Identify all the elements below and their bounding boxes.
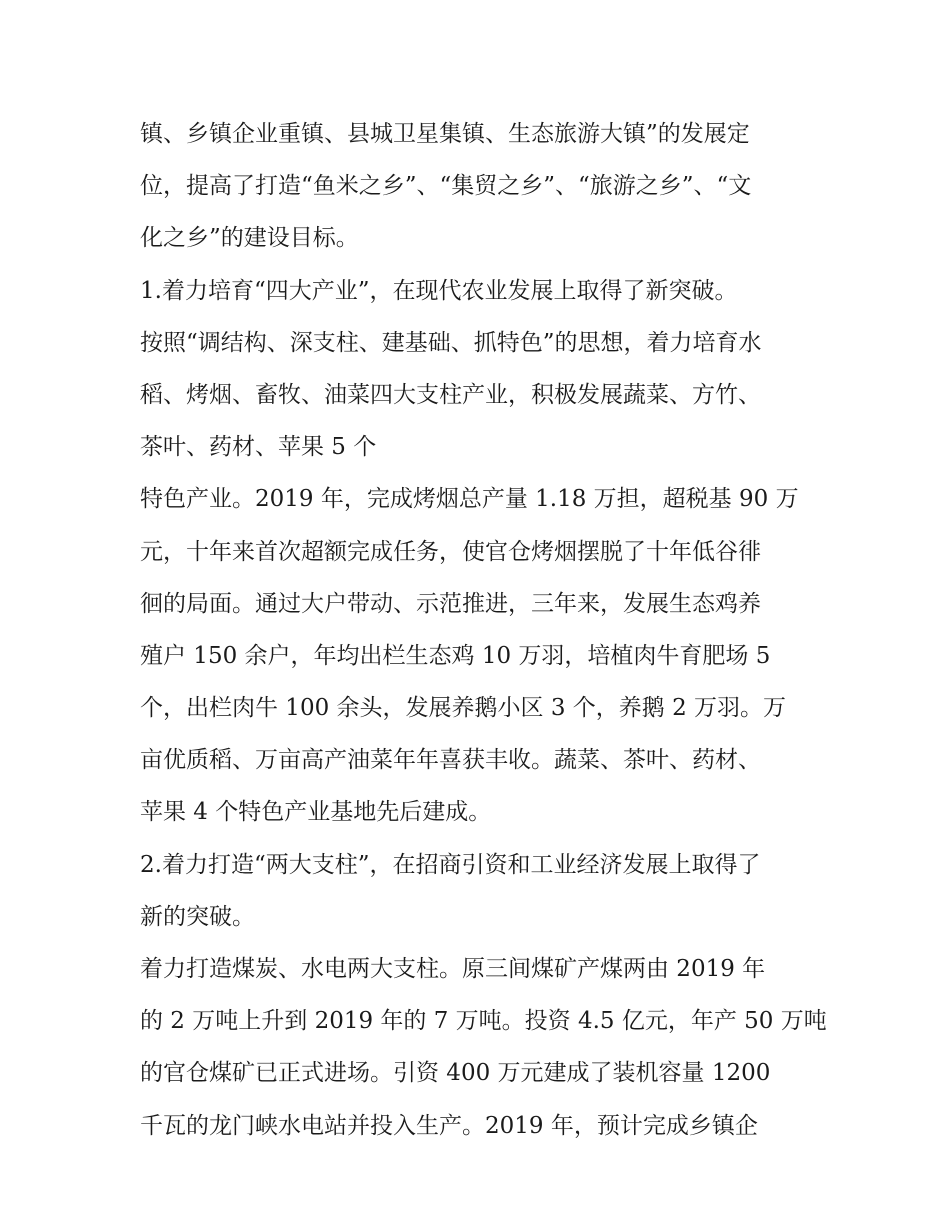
text-line: 个，出栏肉牛 100 余头，发展养鹅小区 3 个，养鹅 2 万羽。万 bbox=[140, 695, 787, 722]
text-line: 特色产业。2019 年，完成烤烟总产量 1.18 万担，超税基 90 万 bbox=[140, 486, 799, 513]
text-line: 稻、烤烟、畜牧、油菜四大支柱产业，积极发展蔬菜、方竹、 bbox=[140, 381, 761, 408]
text-line: 按照“调结构、深支柱、建基础、抓特色”的思想，着力培育水 bbox=[140, 329, 762, 356]
text-line: 新的突破。 bbox=[140, 903, 255, 930]
text-line: 的 2 万吨上升到 2019 年的 7 万吨。投资 4.5 亿元，年产 50 万吨 bbox=[140, 1008, 827, 1035]
body-text bbox=[140, 108, 830, 1152]
text-line: 元，十年来首次超额完成任务，使官仓烤烟摆脱了十年低谷徘 bbox=[140, 538, 761, 565]
text-line: 千瓦的龙门峡水电站并投入生产。2019 年，预计完成乡镇企 bbox=[140, 1112, 758, 1139]
text-line: 位，提高了打造“鱼米之乡”、“集贸之乡”、“旅游之乡”、“文 bbox=[140, 173, 752, 200]
text-line: 亩优质稻、万亩高产油菜年年喜获丰收。蔬菜、茶叶、药材、 bbox=[140, 747, 761, 774]
text-line: 徊的局面。通过大户带动、示范推进，三年来，发展生态鸡养 bbox=[140, 590, 761, 617]
text-line: 化之乡”的建设目标。 bbox=[140, 225, 359, 252]
text-line: 苹果 4 个特色产业基地先后建成。 bbox=[140, 799, 492, 826]
text-line: 的官仓煤矿已正式进场。引资 400 万元建成了装机容量 1200 bbox=[140, 1060, 771, 1087]
text-line: 茶叶、药材、苹果 5 个 bbox=[140, 434, 377, 461]
text-line: 镇、乡镇企业重镇、县城卫星集镇、生态旅游大镇”的发展定 bbox=[140, 121, 750, 147]
section-heading-1: 1.着力培育“四大产业”，在现代农业发展上取得了新突破。 bbox=[140, 277, 738, 304]
text-line: 着力打造煤炭、水电两大支柱。原三间煤矿产煤两由 2019 年 bbox=[140, 956, 766, 982]
section-heading-2: 2.着力打造“两大支柱”，在招商引资和工业经济发展上取得了 bbox=[140, 851, 761, 878]
text-line: 殖户 150 余户，年均出栏生态鸡 10 万羽，培植肉牛育肥场 5 bbox=[140, 642, 771, 669]
